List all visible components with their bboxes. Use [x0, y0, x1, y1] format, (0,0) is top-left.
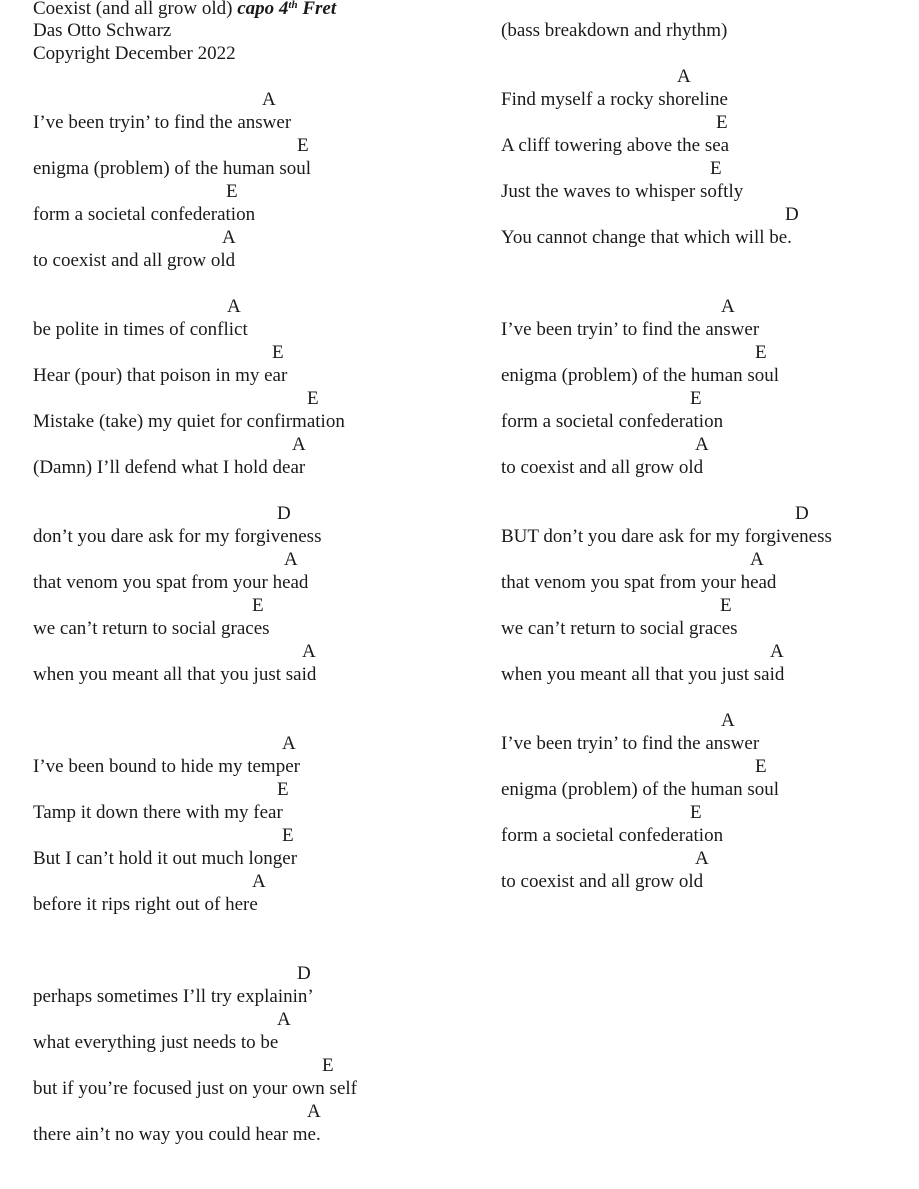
capo-text: capo 4	[237, 0, 289, 19]
lyric-line: when you meant all that you just said	[501, 664, 785, 685]
chord: E	[272, 342, 284, 363]
copyright: Copyright December 2022	[33, 43, 236, 64]
lyric-line: we can’t return to social graces	[33, 618, 270, 639]
chord: A	[282, 733, 296, 754]
chord: E	[252, 595, 264, 616]
lyric-line: I’ve been tryin’ to find the answer	[33, 112, 292, 133]
chord: A	[677, 66, 691, 87]
chord: E	[690, 802, 702, 823]
chord: D	[297, 963, 311, 984]
lyric-line: enigma (problem) of the human soul	[501, 779, 780, 800]
capo-suffix: Fret	[297, 0, 337, 19]
lyric-line: perhaps sometimes I’ll try explainin’	[33, 986, 314, 1007]
chord: E	[690, 388, 702, 409]
lyric-line: But I can’t hold it out much longer	[33, 848, 298, 869]
chord: A	[284, 549, 298, 570]
lyric-line: form a societal confederation	[33, 204, 256, 225]
chord: A	[252, 871, 266, 892]
chord: A	[262, 89, 276, 110]
chord: D	[795, 503, 809, 524]
lyric-line: when you meant all that you just said	[33, 664, 317, 685]
chord: A	[307, 1101, 321, 1122]
lyric-line: what everything just needs to be	[33, 1032, 279, 1053]
lyric-line: Tamp it down there with my fear	[33, 802, 283, 823]
capo-note	[237, 0, 336, 19]
chord: E	[297, 135, 309, 156]
lyric-line: enigma (problem) of the human soul	[501, 365, 780, 386]
chord: A	[302, 641, 316, 662]
chord: E	[720, 595, 732, 616]
chord: E	[322, 1055, 334, 1076]
chord: D	[277, 503, 291, 524]
chord: A	[721, 710, 735, 731]
lyric-line: we can’t return to social graces	[501, 618, 738, 639]
chord: E	[277, 779, 289, 800]
lyric-line: I’ve been bound to hide my temper	[33, 756, 300, 777]
lyric-line: You cannot change that which will be.	[501, 227, 792, 248]
lyric-line: I’ve been tryin’ to find the answer	[501, 733, 760, 754]
lyric-line: Hear (pour) that poison in my ear	[33, 365, 288, 386]
lyric-line: (Damn) I’ll defend what I hold dear	[33, 457, 306, 478]
lyric-line: but if you’re focused just on your own self	[33, 1078, 357, 1099]
chord: A	[695, 434, 709, 455]
author: Das Otto Schwarz	[33, 20, 172, 41]
lyric-line: to coexist and all grow old	[501, 457, 704, 478]
chord: E	[716, 112, 728, 133]
lyric-line: there ain’t no way you could hear me.	[33, 1124, 321, 1145]
lyric-line: to coexist and all grow old	[33, 250, 236, 271]
section-note: (bass breakdown and rhythm)	[501, 20, 728, 41]
chord: A	[227, 296, 241, 317]
capo-superscript: th	[288, 0, 298, 11]
lyric-line: don’t you dare ask for my forgiveness	[33, 526, 322, 547]
song-title	[33, 0, 336, 20]
lyric-line: form a societal confederation	[501, 411, 724, 432]
lyric-line: to coexist and all grow old	[501, 871, 704, 892]
chord: A	[721, 296, 735, 317]
chord: A	[277, 1009, 291, 1030]
lyric-line: that venom you spat from your head	[33, 572, 309, 593]
lyric-line: Mistake (take) my quiet for confirmation	[33, 411, 345, 432]
lyric-line: enigma (problem) of the human soul	[33, 158, 312, 179]
chord: A	[292, 434, 306, 455]
chord: E	[710, 158, 722, 179]
chord: A	[770, 641, 784, 662]
chord: E	[226, 181, 238, 202]
lyric-line: be polite in times of conflict	[33, 319, 248, 340]
lyric-line: that venom you spat from your head	[501, 572, 777, 593]
lyric-line: BUT don’t you dare ask for my forgiveness	[501, 526, 832, 547]
chord: A	[750, 549, 764, 570]
lyric-line: Just the waves to whisper softly	[501, 181, 744, 202]
chord: A	[222, 227, 236, 248]
chord: E	[755, 756, 767, 777]
chord: E	[307, 388, 319, 409]
lyric-line: Find myself a rocky shoreline	[501, 89, 728, 110]
chord: A	[695, 848, 709, 869]
title-text: Coexist (and all grow old)	[33, 0, 238, 19]
lyric-line: before it rips right out of here	[33, 894, 258, 915]
chord: E	[755, 342, 767, 363]
chord: D	[785, 204, 799, 225]
lyric-line: I’ve been tryin’ to find the answer	[501, 319, 760, 340]
lyric-line: form a societal confederation	[501, 825, 724, 846]
lyric-line: A cliff towering above the sea	[501, 135, 730, 156]
chord: E	[282, 825, 294, 846]
